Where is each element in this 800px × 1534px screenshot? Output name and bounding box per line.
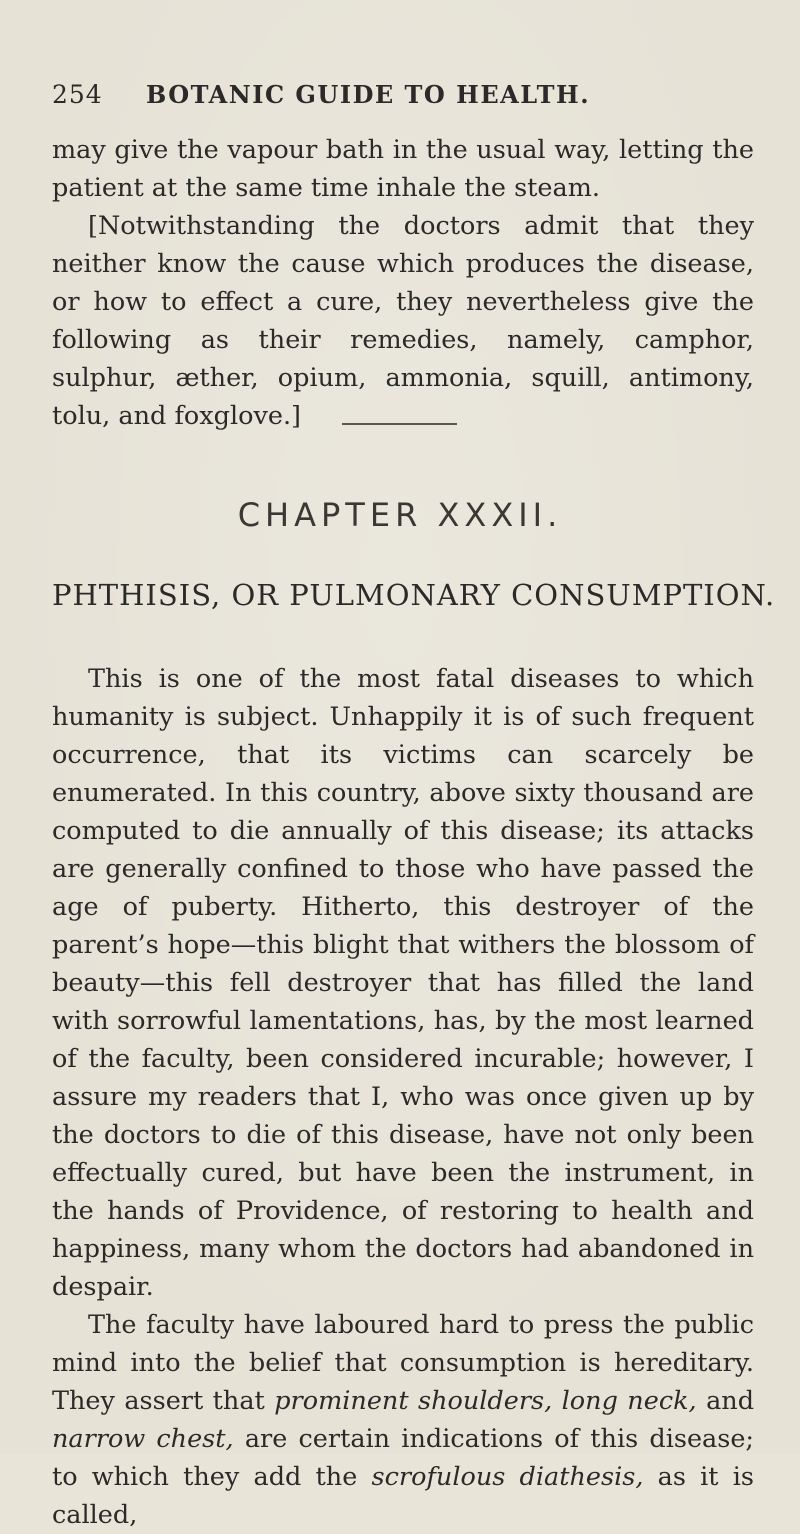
running-title: BOTANIC GUIDE TO HEALTH. bbox=[146, 80, 591, 109]
paragraph-2 bbox=[52, 1306, 754, 1534]
chapter-heading: CHAPTER XXXII. bbox=[237, 496, 563, 534]
p2-text-mid: are certain indications of this disease; to which they add the bbox=[52, 1424, 755, 1492]
paragraph-1: This is one of the most fatal diseases to which humanity is subject. Unhappily it is of such frequent occurrence, that its victims can scarcely be enumerated. In this country, above sixty thousand are computed to die annually of this disease; its attacks are generally confined to those who have passed the age of puberty. Hitherto, this destroyer of the parent’s hope—this blight that withers the blossom of beauty—this fell destroyer that has filled the land with sorrowful lamentations, has, by the most learned of the faculty, been considered incurable; however, I assure my readers that I, who was once given up by the doctors to die of this disease, have not only been effectually cured, but have been the instrument, in the hands of Providence, of restoring to health and happiness, many whom the doctors had abandoned in despair. bbox=[52, 664, 754, 1302]
p2-italic-phrase-3: scrofulous diathesis, bbox=[371, 1462, 644, 1492]
chapter-title: PHTHISIS, OR PULMONARY CONSUMPTION. bbox=[52, 578, 776, 612]
chapter-body bbox=[52, 660, 754, 1534]
p2-italic-phrase-1: prominent shoulders, long neck, bbox=[274, 1386, 697, 1416]
p2-text-and: and bbox=[706, 1386, 755, 1416]
continued-paragraph: may give the vapour bath in the usual way, letting the patient at the same time inhale the steam. bbox=[52, 135, 754, 203]
bracketed-note: [Notwithstanding the doctors admit that they neither know the cause which produces the disease, or how to effect a cure, they nevertheless give the following as their remedies, namely, camphor, sulphur, æther, opium, ammonia, squill, antimony, tolu, and foxglove.] bbox=[52, 211, 754, 431]
p2-text-end: as it is called, bbox=[52, 1462, 754, 1530]
page-number: 254 bbox=[52, 80, 103, 109]
p2-italic-phrase-2: narrow chest, bbox=[52, 1424, 234, 1454]
section-divider bbox=[342, 423, 457, 425]
continued-text bbox=[52, 131, 754, 435]
running-head bbox=[52, 80, 754, 120]
p2-text-start: The faculty have laboured hard to press the public mind into the belief that consumption is hereditary. They assert that bbox=[52, 1310, 754, 1416]
